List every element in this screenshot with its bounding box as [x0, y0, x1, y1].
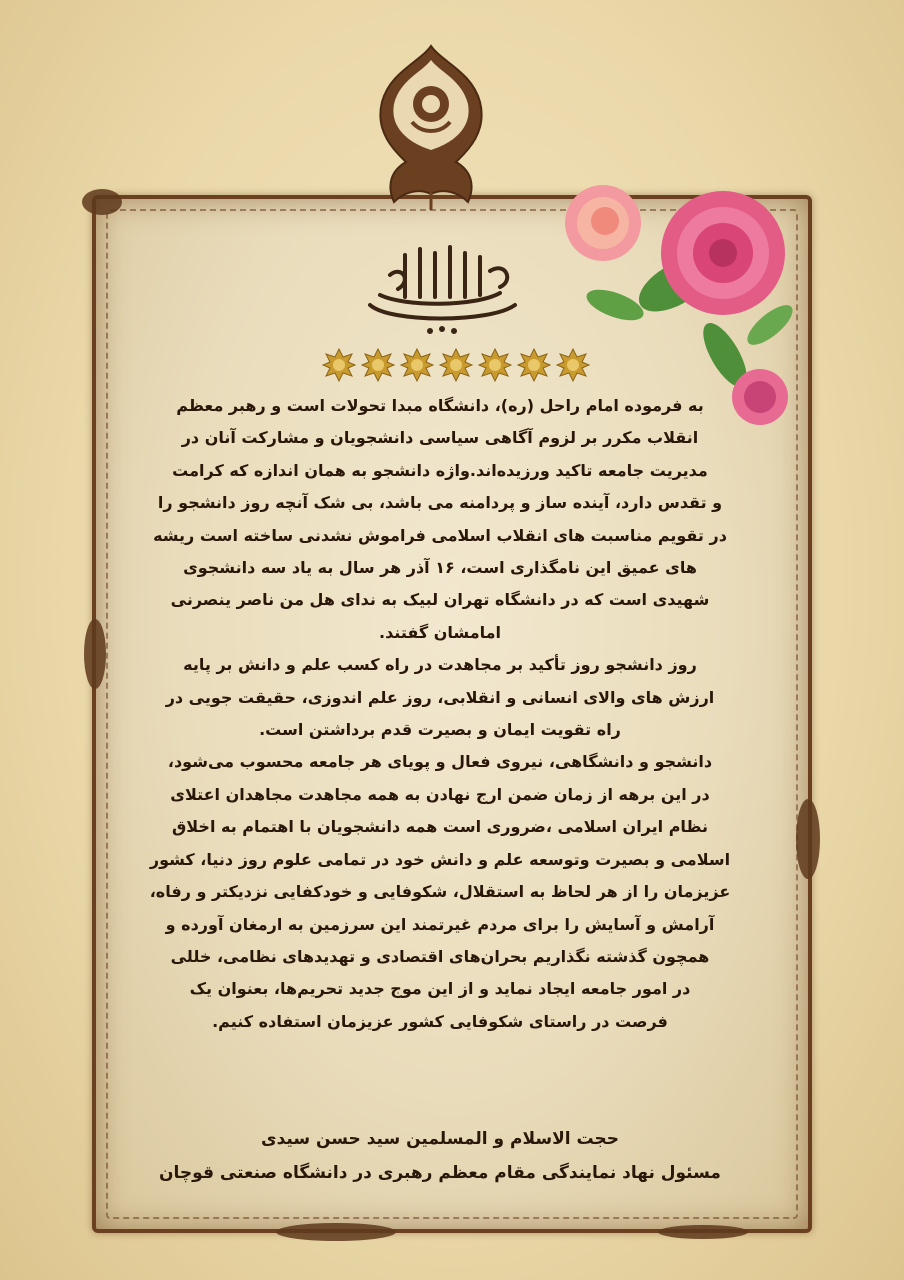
body-line: روز دانشجو روز تأکید بر مجاهدت در راه کسب علم و دانش بر پایه: [183, 655, 697, 675]
gold-star-icon: [478, 348, 512, 382]
calligraphy-basmala-icon: [350, 235, 530, 340]
body-line: نظام ایران اسلامی ،ضروری است همه دانشجویان با اهتمام به اخلاق: [171, 817, 709, 837]
signature-name: حجت الاسلام و المسلمین سید حسن سیدی: [260, 1129, 619, 1149]
body-line: دانشجو و دانشگاهی، نیروی فعال و پویای هر جامعه محسوب می‌شود،: [167, 752, 713, 772]
ink-blot: [84, 619, 106, 689]
body-line: در تقویم مناسبت های انقلاب اسلامی فراموش نشدنی ساخته است ریشه: [153, 525, 727, 545]
gold-star-icon: [322, 348, 356, 382]
gold-star-icon: [439, 348, 473, 382]
body-line: در امور جامعه ایجاد نماید و از این موج جدید تحریم‌ها، بعنوان یک: [189, 979, 691, 999]
body-line: شهیدی است که در دانشگاه تهران لبیک به ندای هل من ناصر ینصرنی: [170, 590, 710, 610]
body-line: اسلامی و بصیرت وتوسعه علم و دانش خود در تمامی علوم روز دنیا، کشور: [149, 849, 731, 869]
gold-star-icon: [517, 348, 551, 382]
body-line: انقلاب مکرر بر لزوم آگاهی سیاسی دانشجویان و مشارکت آنان در: [181, 428, 699, 448]
body-line: راه تقویت ایمان و بصیرت قدم برداشتن است.: [259, 720, 621, 740]
body-line: به فرموده امام راحل (ره)، دانشگاه مبدا تحولات است و رهبر معظم: [176, 396, 704, 415]
body-line: عزیزمان را از هر لحاظ به استقلال، شکوفایی و خودکفایی نزدیکتر و رفاه،: [149, 882, 731, 902]
body-line: ارزش های والای انسانی و انقلابی، روز علم اندوزی، حقیقت جویی در: [165, 687, 715, 707]
body-line: مدیریت جامعه تاکید ورزیده‌اند.واژه دانشجو به همان اندازه که کرامت: [172, 460, 708, 480]
body-line: امامشان گفتند.: [378, 622, 502, 642]
gold-star-icon: [556, 348, 590, 382]
gold-star-icon: [400, 348, 434, 382]
body-line: در این برهه از زمان ضمن ارج نهادن به همه مجاهدت مجاهدان اعتلای: [170, 784, 710, 804]
gold-star-row: [322, 348, 590, 388]
ink-blot: [658, 1225, 748, 1239]
ink-blot: [796, 799, 820, 879]
ink-blot: [276, 1223, 396, 1241]
body-line: فرصت در راستای شکوفایی کشور عزیزمان استفاده کنیم.: [212, 1011, 668, 1031]
message-body: [108, 390, 772, 1038]
gold-star-icon: [361, 348, 395, 382]
ink-blot: [82, 189, 122, 215]
body-line: همچون گذشته نگذاریم بحران‌های اقتصادی و تهدیدهای نظامی، خللی: [170, 946, 710, 966]
body-line: و تقدس دارد، آینده ساز و پردامنه می باشد، بی شک آنچه روز دانشجو را: [157, 493, 723, 513]
body-line: های عمیق این نامگذاری است، ۱۶ آذر هر سال به یاد سه دانشجوی: [183, 558, 697, 578]
signature-title: مسئول نهاد نمایندگی مقام معظم رهبری در دانشگاه صنعتی قوچان: [159, 1163, 721, 1183]
signature-block: [130, 1122, 750, 1190]
arabesque-dome-ornament-icon: [372, 42, 490, 212]
body-line: آرامش و آسایش را برای مردم غیرتمند این سرزمین به ارمغان آورده و: [165, 914, 715, 934]
